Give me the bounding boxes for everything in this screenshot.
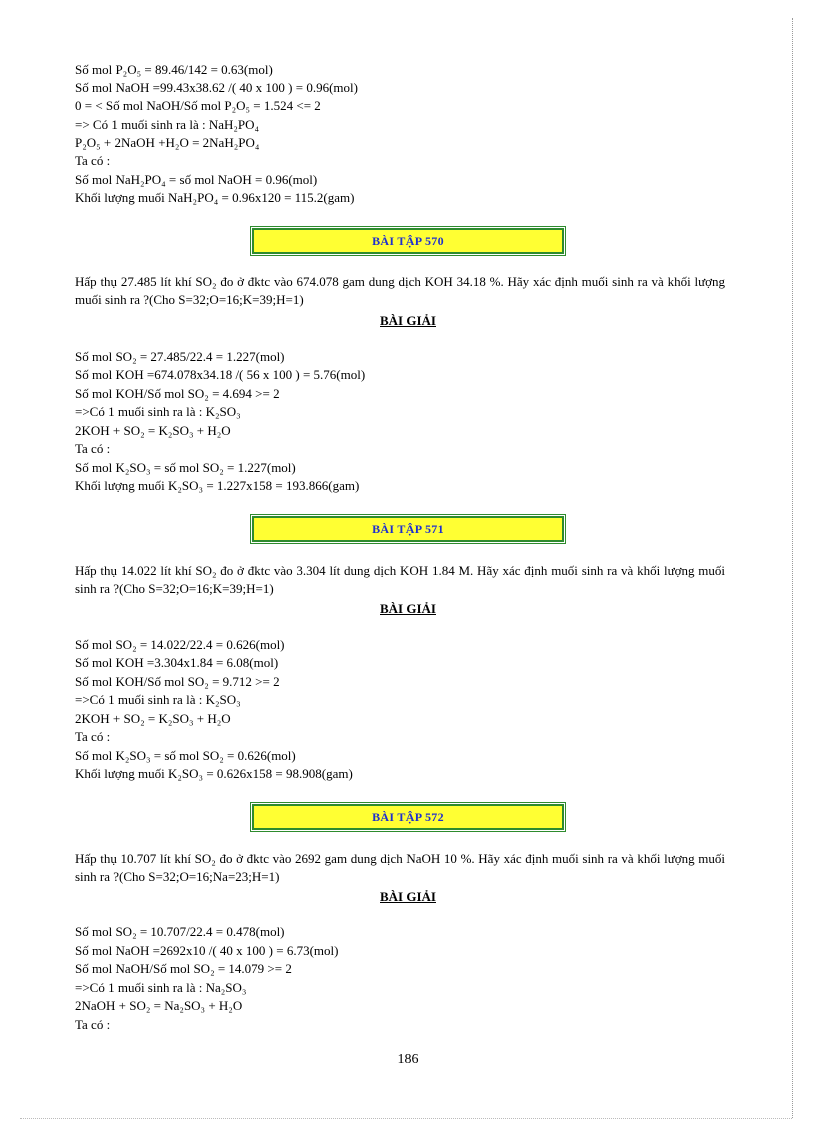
text-line: Số mol KOH/Số mol SO₂ = 4.694 >= 2 <box>75 386 280 401</box>
page-number: 186 <box>397 1052 419 1067</box>
text-line: Khối lượng muối K₂SO₃ = 0.626x158 = 98.908(gam) <box>75 766 353 781</box>
text-line: Số mol SO₂ = 14.022/22.4 = 0.626(mol) <box>75 637 285 652</box>
text-line: Số mol NaOH =2692x10 /( 40 x 100 ) = 6.73(mol) <box>75 943 339 958</box>
text-line: => Có 1 muối sinh ra là : NaH₂PO₄ <box>75 117 260 132</box>
text-line: 2KOH + SO₂ = K₂SO₃ + H₂O <box>75 711 231 726</box>
text-line: Số mol NaH₂PO₄ = số mol NaOH = 0.96(mol) <box>75 172 318 187</box>
solution-heading: BÀI GIẢI <box>380 313 436 328</box>
problem-statement: Hấp thụ 14.022 lít khí SO₂ đo ở đktc vào 3.304 lít dung dịch KOH 1.84 M. Hãy xác định muối sinh ra và khối lượng muối sinh ra ?(Cho S=32;O=16;K=39;H=1) <box>75 563 725 596</box>
problem-statement: Hấp thụ 10.707 lít khí SO₂ đo ở đktc vào 2692 gam dung dịch NaOH 10 %. Hãy xác định muối sinh ra và khối lượng muối sinh ra ?(Cho S=32;O=16;Na=23;H=1) <box>75 851 725 884</box>
exercise-title: BÀI TẬP 571 <box>372 521 444 536</box>
text-line: Số mol P₂O₅ = 89.46/142 = 0.63(mol) <box>75 62 273 77</box>
text-line: Khối lượng muối K₂SO₃ = 1.227x158 = 193.866(gam) <box>75 478 360 493</box>
text-line: Số mol K₂SO₃ = số mol SO₂ = 1.227(mol) <box>75 460 296 475</box>
text-line: 2KOH + SO₂ = K₂SO₃ + H₂O <box>75 423 231 438</box>
text-line: =>Có 1 muối sinh ra là : Na₂SO₃ <box>75 980 247 995</box>
text-line: Ta có : <box>75 729 111 744</box>
text-line: =>Có 1 muối sinh ra là : K₂SO₃ <box>75 692 241 707</box>
text-line: Ta có : <box>75 441 111 456</box>
exercise-title-box <box>252 228 564 254</box>
text-line: Số mol KOH =3.304x1.84 = 6.08(mol) <box>75 655 279 670</box>
solution-heading: BÀI GIẢI <box>380 889 436 904</box>
page-border-bottom <box>20 1118 792 1119</box>
exercise-title: BÀI TẬP 570 <box>372 233 444 248</box>
text-line: Khối lượng muối NaH₂PO₄ = 0.96x120 = 115.2(gam) <box>75 190 355 205</box>
text-line: Số mol NaOH/Số mol SO₂ = 14.079 >= 2 <box>75 961 292 976</box>
page-border-right <box>792 18 793 1118</box>
text-line: Số mol KOH/Số mol SO₂ = 9.712 >= 2 <box>75 674 280 689</box>
text-line: 0 = < Số mol NaOH/Số mol P₂O₅ = 1.524 <= 2 <box>75 98 321 113</box>
text-line: Số mol KOH =674.078x34.18 /( 56 x 100 ) = 5.76(mol) <box>75 367 366 382</box>
text-line: Ta có : <box>75 1017 111 1032</box>
exercise-title: BÀI TẬP 572 <box>372 809 444 824</box>
problem-statement: Hấp thụ 27.485 lít khí SO₂ đo ở đktc vào 674.078 gam dung dịch KOH 34.18 %. Hãy xác định muối sinh ra và khối lượng muối sinh ra ?(Cho S=32;O=16;K=39;H=1) <box>75 274 725 307</box>
text-line: P₂O₅ + 2NaOH +H₂O = 2NaH₂PO₄ <box>75 135 260 150</box>
text-line: Số mol K₂SO₃ = số mol SO₂ = 0.626(mol) <box>75 748 296 763</box>
text-line: Số mol SO₂ = 27.485/22.4 = 1.227(mol) <box>75 349 285 364</box>
exercise-title-box <box>252 804 564 830</box>
text-line: Số mol SO₂ = 10.707/22.4 = 0.478(mol) <box>75 924 285 939</box>
text-line: Ta có : <box>75 153 111 168</box>
solution-heading: BÀI GIẢI <box>380 601 436 616</box>
text-line: =>Có 1 muối sinh ra là : K₂SO₃ <box>75 404 241 419</box>
text-line: Số mol NaOH =99.43x38.62 /( 40 x 100 ) = 0.96(mol) <box>75 80 358 95</box>
text-line: 2NaOH + SO₂ = Na₂SO₃ + H₂O <box>75 998 243 1013</box>
exercise-title-box <box>252 516 564 542</box>
